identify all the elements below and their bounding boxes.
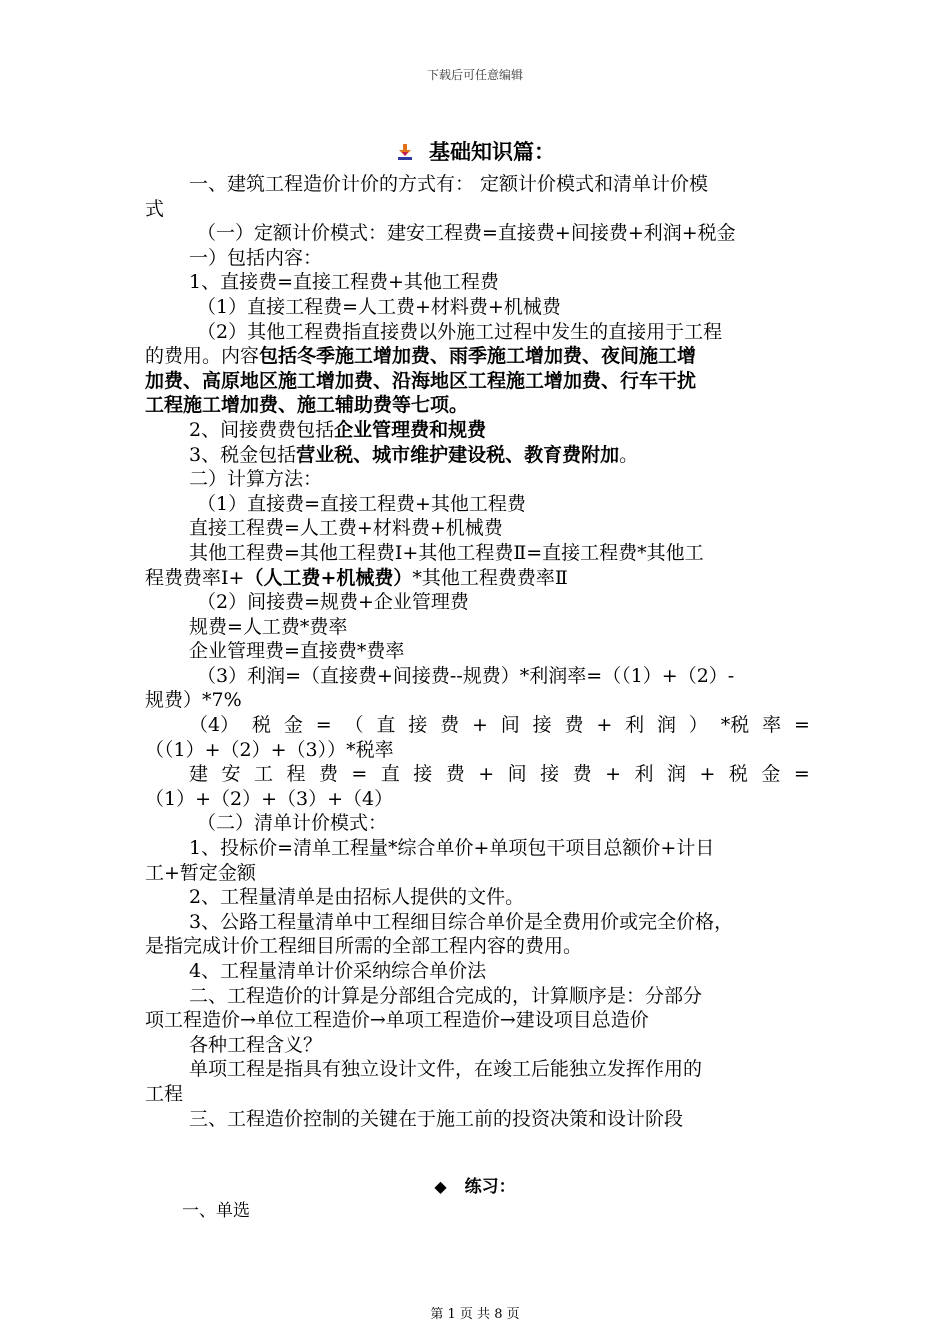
justified-token: = [351,763,368,786]
paragraph-line: （2）间接费=规费+企业管理费 [197,591,469,614]
justified-token: 税 [728,763,748,786]
justified-token: + [699,763,716,786]
paragraph-line: 三、工程造价控制的关键在于施工前的投资决策和设计阶段 [189,1107,684,1130]
text-run: 2、间接费费包括 [189,418,335,441]
justified-token: 利 [634,763,654,786]
justified-token: 间 [500,714,520,737]
paragraph-line: 2、工程量清单是由招标人提供的文件。 [189,886,525,909]
justified-token: 安 [221,763,241,786]
paragraph-line: 一）包括内容： [189,246,323,269]
justified-token: + [478,763,495,786]
section-title [0,136,950,166]
justified-token: 接 [540,763,560,786]
header-note: 下载后可任意编辑 [426,68,523,82]
paragraph-line: 直接工程费=人工费+材料费+机械费 [189,517,503,540]
paragraph-line: 工+暂定金额 [145,861,256,884]
diamond-bullet-icon: ◆ [434,1177,447,1196]
paragraph-line: （3）利润=（直接费+间接费--规费）*利润率=（（1）+（2）- [197,664,735,687]
justified-token: 金 [283,714,303,737]
justified-token: 率 [762,714,782,737]
paragraph-line: 加费、高原地区施工增加费、沿海地区工程施工增加费、行车干扰 [145,369,697,392]
paragraph-line: （二）清单计价模式： [197,812,388,835]
paragraph-line: 各种工程含义？ [189,1033,323,1056]
paragraph-line: 项工程造价→单位工程造价→单项工程造价→建设项目总造价 [145,1009,649,1032]
bold-text-run: 企业管理费和规费 [334,418,487,441]
paragraph-line: （（1）+（2）+（3））*税率 [145,738,394,761]
justified-token: 金 [761,763,781,786]
paragraph-line: 工程 [145,1082,184,1105]
justified-token: 润 [666,763,686,786]
justified-token: + [596,714,613,737]
justified-token: 程 [286,763,306,786]
paragraph-line: 规费）*7% [145,689,242,712]
practice-heading [0,1172,950,1197]
page-footer: 第 1 页 共 8 页 [430,1307,520,1322]
text-run: 程费费率Ⅰ+ [145,566,245,589]
paragraph-line: 3、公路工程量清单中工程细目综合单价是全费用价或完全价格， [189,910,734,933]
paragraph-line: 单项工程是指具有独立设计文件，在竣工后能独立发挥作用的 [189,1058,703,1081]
justified-token: 费 [318,763,338,786]
paragraph-line [145,344,810,369]
paragraph-line: 企业管理费=直接费*费率 [189,640,405,663]
paragraph-line: （一）定额计价模式：建安工程费=直接费+间接费+利润+税金 [197,222,736,245]
paragraph-line: 1、直接费=直接工程费+其他工程费 [189,271,499,294]
justified-token: 直 [380,763,400,786]
title-text: 基础知识篇： [429,139,555,164]
paragraph-line: （1）直接工程费=人工费+材料费+机械费 [197,295,561,318]
download-arrow-icon [395,142,415,162]
bold-text-run: （人工费+机械费） [244,566,413,589]
justified-token: 润 [657,714,677,737]
document-body [145,172,810,1131]
justified-token: 费 [440,714,460,737]
justified-token: 费 [572,763,592,786]
justified-token: *税 [720,714,750,737]
paragraph-line: （1）+（2）+（3）+（4） [145,787,394,810]
text-run: 。 [619,443,639,466]
paragraph-line: 规费=人工费*费率 [189,615,348,638]
text-run: 的费用。内容 [145,345,260,368]
paragraph-line: 一、建筑工程造价计价的方式有： 定额计价模式和清单计价模 [189,173,709,195]
sub-heading: 一、单选 [182,1201,250,1221]
paragraph-line [145,566,810,591]
justified-token: + [605,763,622,786]
paragraph-line: 其他工程费=其他工程费Ⅰ+其他工程费Ⅱ=直接工程费*其他工 [189,541,704,564]
justified-line [145,713,810,738]
justified-token: 间 [507,763,527,786]
justified-token: 工 [253,763,273,786]
justified-token: 费 [564,714,584,737]
justified-token: 接 [408,714,428,737]
bold-text-run: 包括冬季施工增加费、雨季施工增加费、夜间施工增 [259,345,697,368]
paragraph-line: （1）直接费=直接工程费+其他工程费 [197,492,526,515]
paragraph-line: 4、工程量清单计价采纳综合单价法 [189,960,487,982]
justified-token: 直 [376,714,396,737]
practice-title: 练习： [464,1177,516,1197]
paragraph-line: 工程施工增加费、施工辅助费等七项。 [145,394,469,417]
paragraph-line: 二）计算方法： [189,468,323,491]
paragraph-line [145,443,810,468]
text-run: 3、税金包括 [189,443,297,466]
justified-token: = [315,714,332,737]
justified-token: 利 [625,714,645,737]
justified-token: = [793,763,810,786]
justified-token: 接 [532,714,552,737]
justified-token: = [794,714,810,737]
justified-token: 税 [251,714,271,737]
justified-line [145,762,810,787]
paragraph-line: 1、投标价=清单工程量*综合单价+单项包干项目总额价+计日 [189,837,715,860]
bold-text-run: 营业税、城市维护建设税、教育费附加 [296,443,620,466]
paragraph-line: （2）其他工程费指直接费以外施工过程中发生的直接用于工程 [197,320,723,343]
justified-token: ） [688,714,708,737]
text-run: *其他工程费费率Ⅱ [412,566,568,589]
justified-token: + [471,714,488,737]
paragraph-line [145,418,810,443]
justified-token: 费 [445,763,465,786]
paragraph-line: 式 [145,197,165,220]
justified-token: （4） [189,714,240,737]
justified-token: 建 [189,763,209,786]
paragraph-line: 是指完成计价工程细目所需的全部工程内容的费用。 [145,935,583,958]
paragraph-line: 二、工程造价的计算是分部组合完成的，计算顺序是：分部分 [189,984,703,1007]
justified-token: （ [344,714,364,737]
justified-token: 接 [413,763,433,786]
